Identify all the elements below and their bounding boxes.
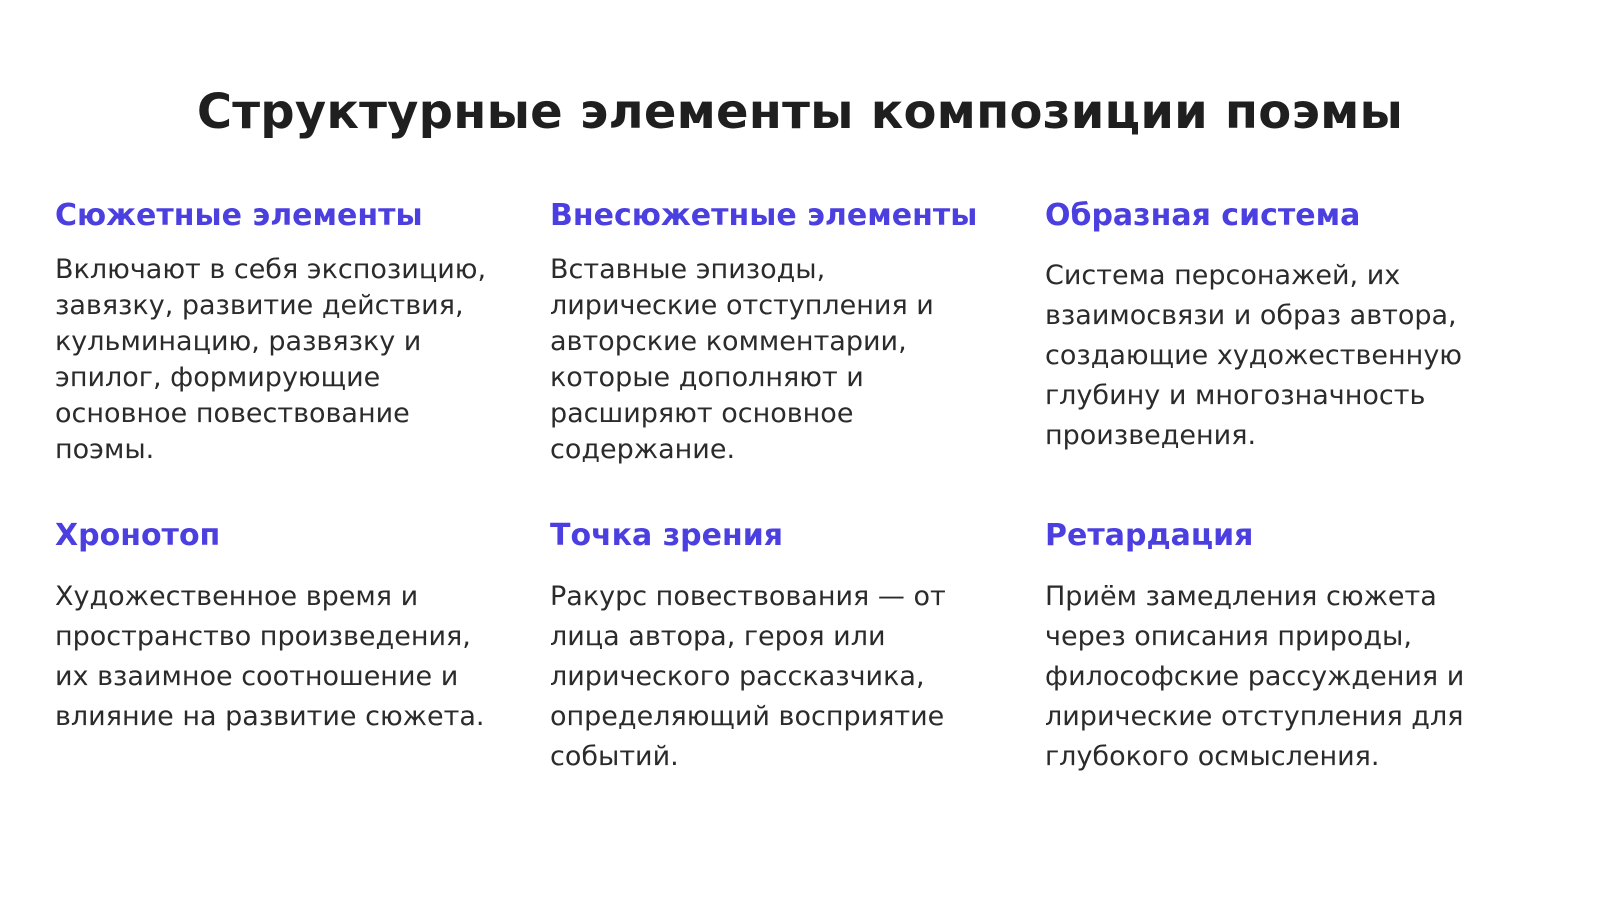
text-line: философские рассуждения и: [1045, 661, 1465, 692]
text-line: которые дополняют и: [550, 362, 864, 393]
text-line: пространство произведения,: [55, 621, 471, 652]
text-line: кульминацию, развязку и: [55, 326, 422, 357]
text-line: Система персонажей, их: [1045, 260, 1401, 291]
text-line: через описания природы,: [1045, 621, 1412, 652]
text-line: их взаимное соотношение и: [55, 661, 459, 692]
text-line: взаимосвязи и образ автора,: [1045, 300, 1457, 331]
text-line: эпилог, формирующие: [55, 362, 381, 393]
card-image-system: [1045, 196, 1515, 456]
text-line: Включают в себя экспозицию,: [55, 254, 487, 285]
text-line: лирические отступления для: [1045, 701, 1464, 732]
card-text: [550, 252, 1020, 468]
card-heading: Точка зрения: [550, 518, 783, 553]
card-text: [1045, 577, 1515, 777]
card-text: [55, 577, 525, 737]
text-line: произведения.: [1045, 420, 1257, 451]
text-line: расширяют основное: [550, 398, 854, 429]
text-line: поэмы.: [55, 434, 155, 465]
text-line: основное повествование: [55, 398, 410, 429]
card-plot-elements: [55, 196, 525, 468]
text-line: создающие художественную: [1045, 340, 1463, 371]
card-text: [550, 577, 1020, 777]
text-line: определяющий восприятие: [550, 701, 945, 732]
card-heading: Сюжетные элементы: [55, 198, 423, 233]
text-line: Приём замедления сюжета: [1045, 581, 1437, 612]
text-line: лица автора, героя или: [550, 621, 886, 652]
text-line: Ракурс повествования — от: [550, 581, 946, 612]
text-line: глубокого осмысления.: [1045, 741, 1380, 772]
text-line: глубину и многозначность: [1045, 380, 1426, 411]
card-extra-plot-elements: [550, 196, 1020, 468]
text-line: содержание.: [550, 434, 736, 465]
card-heading: Внесюжетные элементы: [550, 198, 978, 233]
text-line: авторские комментарии,: [550, 326, 907, 357]
card-point-of-view: [550, 516, 1020, 777]
text-line: Вставные эпизоды,: [550, 254, 826, 285]
card-retardation: [1045, 516, 1515, 777]
text-line: влияние на развитие сюжета.: [55, 701, 485, 732]
slide-title: Структурные элементы композиции поэмы: [196, 84, 1404, 140]
text-line: лирические отступления и: [550, 290, 934, 321]
card-heading: Ретардация: [1045, 518, 1254, 553]
card-text: [1045, 256, 1515, 456]
card-heading: Образная система: [1045, 198, 1361, 233]
text-line: завязку, развитие действия,: [55, 290, 464, 321]
text-line: лирического рассказчика,: [550, 661, 925, 692]
text-line: событий.: [550, 741, 679, 772]
text-line: Художественное время и: [55, 581, 419, 612]
card-heading: Хронотоп: [55, 518, 221, 553]
card-chronotope: [55, 516, 525, 737]
card-text: [55, 252, 525, 468]
